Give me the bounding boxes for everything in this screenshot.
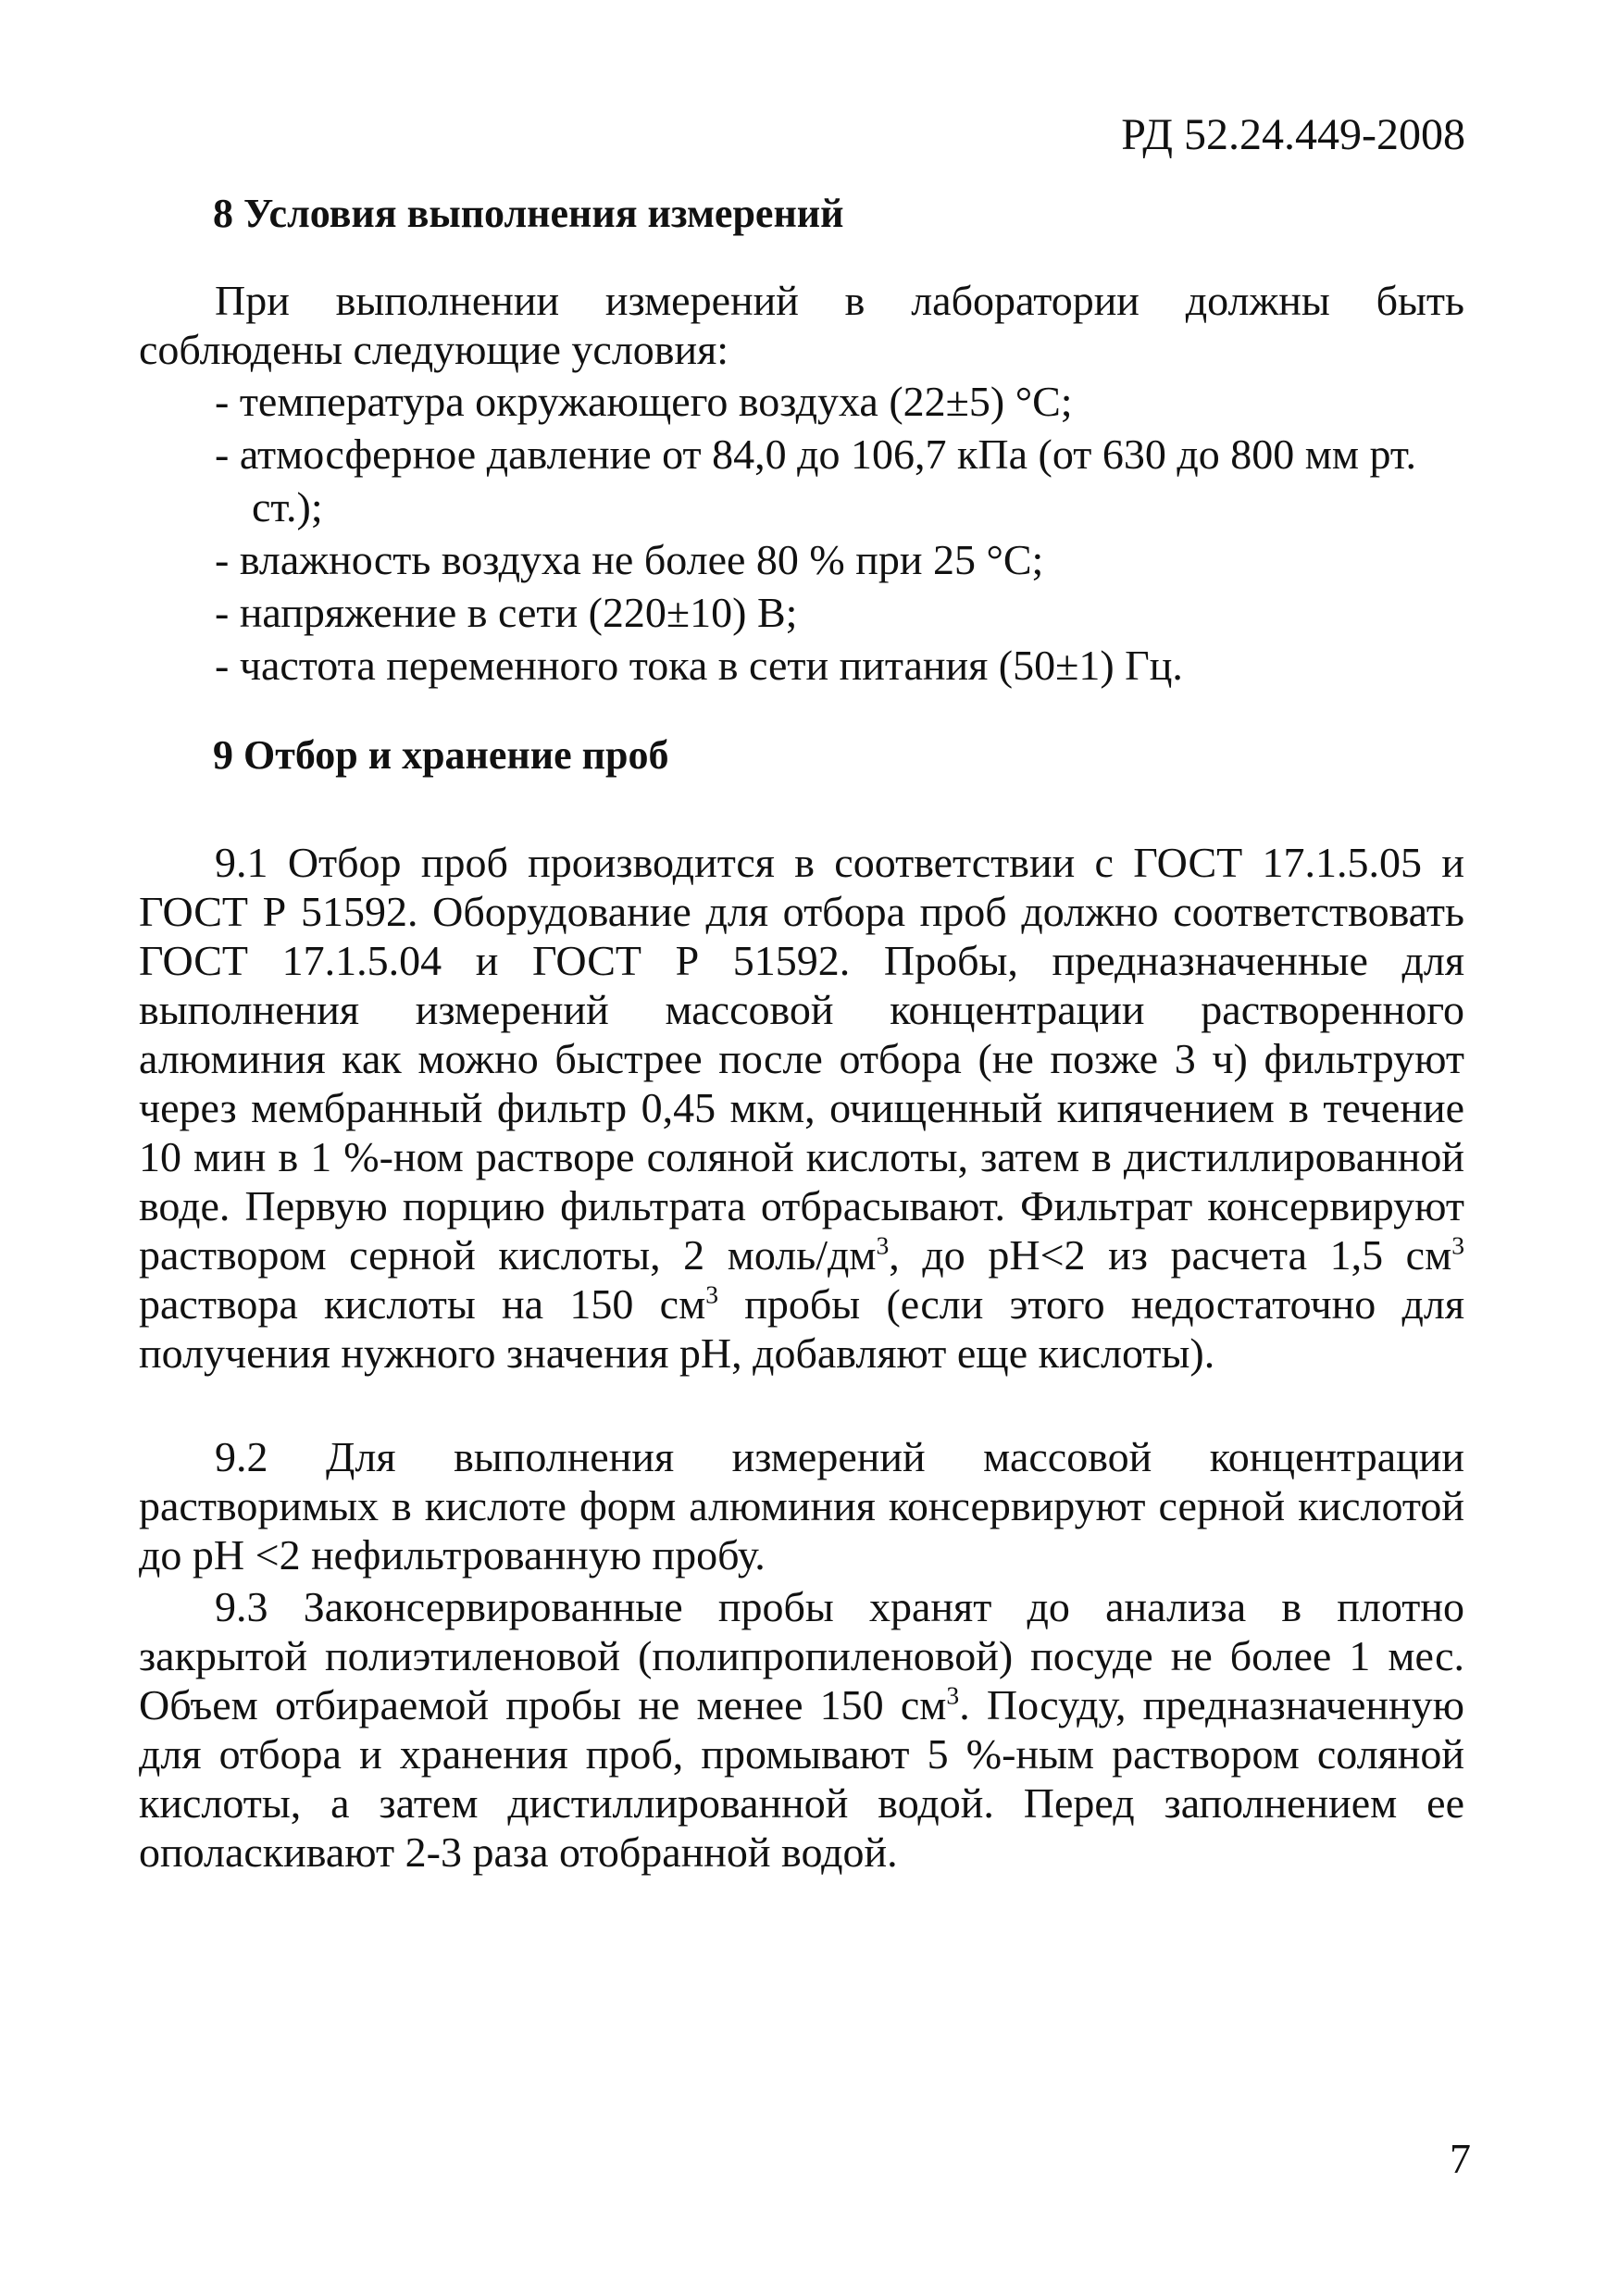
paragraph-9-3: 9.3 Законсервированные пробы хранят до анализа в плотно закрытой полиэтиленовой (полипропиленовой) посуде не более 1 мес. Объем отбираемой пробы не менее 150 $см^3$. Посуду, предназначенную для отбора и хранения проб, промывают 5 %-ным раствором соляной кислоты, а затем дистиллированной водой. Перед заполнением ее ополаскивают 2-3 раза отобранной водой. [139,1583,1464,1876]
superscript: 3 [1451,1230,1464,1260]
page-number: 7 [1450,2135,1471,2182]
conditions-list [215,375,1474,692]
condition-item: - температура окружающего воздуха (22±5) °С; [215,378,1073,425]
paragraph-9-1: 9.1 Отбор проб производится в соответствии с ГОСТ 17.1.5.05 и ГОСТ Р 51592. Оборудование для отбора проб должно соответствовать ГОСТ 17.1.5.04 и ГОСТ Р 51592. Пробы, предназначенные для выполнения измерений массовой концентрации растворенного алюминия как можно быстрее после отбора (не позже 3 ч) фильтруют через мембранный фильтр 0,45 мкм, очищенный кипячением в течение 10 мин в 1 %-ном растворе соляной кислоты, затем в дистиллированной воде. Первую порцию фильтрата отбрасывают. Фильтрат консервируют раствором серной кислоты, 2 моль/$дм^3$, до рН<2 из расчета 1,5 $см^3$ раствора кислоты на 150 $см^3$ пробы (если этого недостаточно для получения нужного значения рН, добавляют еще кислоты). [139,839,1465,1377]
section-9-heading: 9 Отбор и хранение проб [213,732,669,778]
superscript: 3 [876,1230,890,1260]
condition-item: - влажность воздуха не более 80 % при 25 °С; [215,536,1044,583]
document-code: РД 52.24.449-2008 [1121,110,1465,159]
superscript: 3 [946,1680,960,1710]
paragraph-9-2: 9.2 Для выполнения измерений массовой концентрации растворимых в кислоте форм алюминия консервируют серной кислотой до рН <2 нефильтрованную пробу. [139,1433,1464,1578]
condition-item: - напряжение в сети (220±10) В; [215,589,798,636]
section-8-intro: При выполнении измерений в лаборатории должны быть соблюдены следующие условия: [139,277,1464,373]
condition-item: - атмосферное давление от 84,0 до 106,7 кПа (от 630 до 800 мм рт. ст.); [215,430,1417,530]
condition-item: - частота переменного тока в сети питания (50±1) Гц. [215,642,1183,689]
section-8-heading: 8 Условия выполнения измерений [213,191,844,236]
superscript: 3 [705,1279,718,1309]
